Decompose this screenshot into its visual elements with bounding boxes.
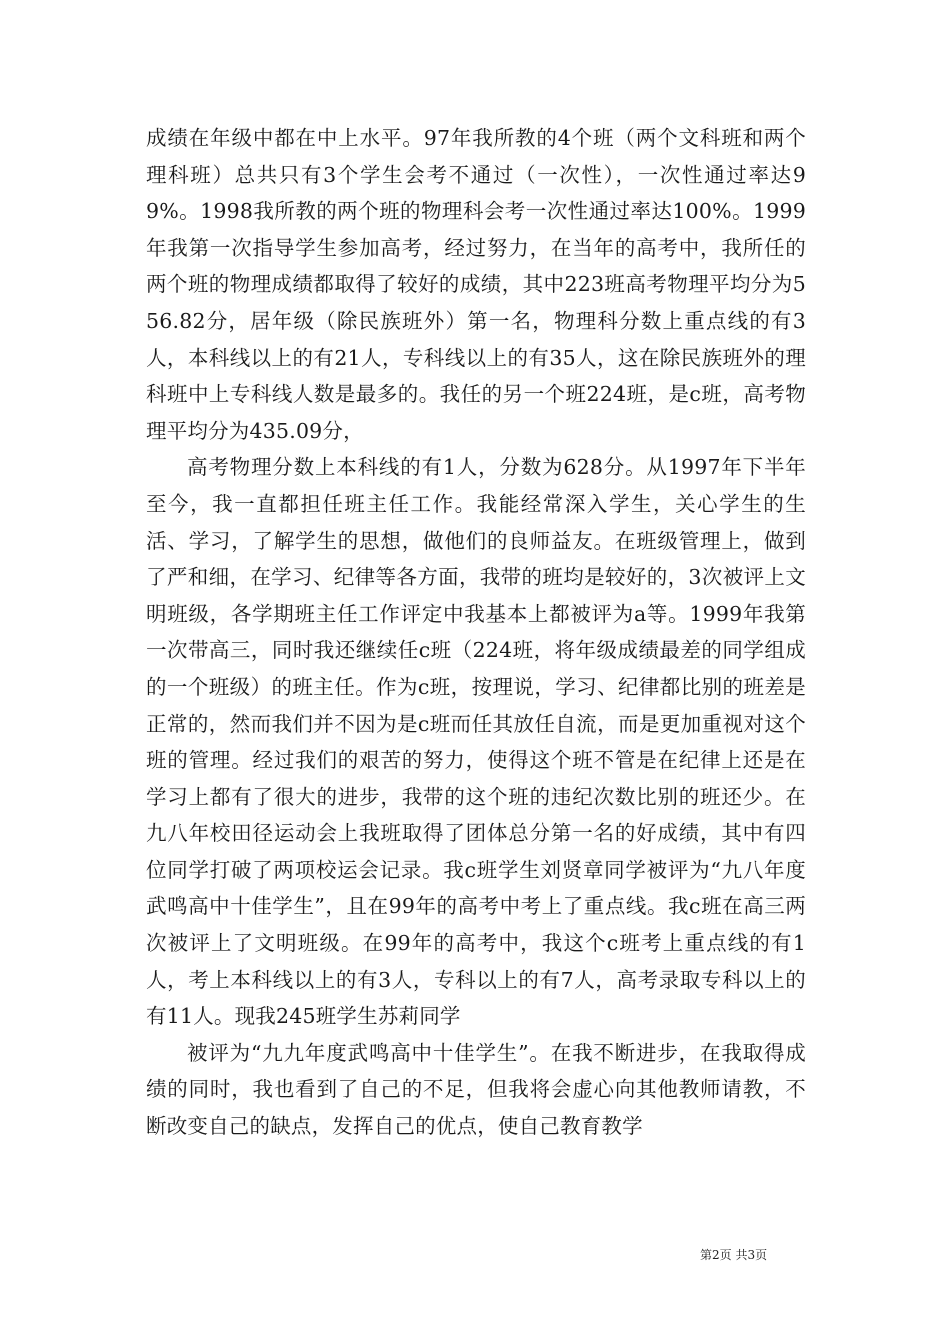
paragraph-1: 成绩在年级中都在中上水平。97年我所教的4个班（两个文科班和两个理科班）总共只有3个学生会考不通过（一次性），一次性通过率达99%。1998我所教的两个班的物理科会考一次性通过率达100%。1999年我第一次指导学生参加高考，经过努力，在当年的高考中，我所任的两个班的物理成绩都取得了较好的成绩，其中223班高考物理平均分为556.82分，居年级（除民族班外）第一名，物理科分数上重点线的有3人，本科线以上的有21人，专科线以上的有35人，这在除民族班外的理科班中上专科线人数是最多的。我任的另一个班224班，是c班，高考物理平均分为435.09分， <box>146 126 806 443</box>
paragraph-2: 高考物理分数上本科线的有1人，分数为628分。从1997年下半年至今，我一直都担任班主任工作。我能经常深入学生，关心学生的生活、学习，了解学生的思想，做他们的良师益友。在班级管理上，做到了严和细，在学习、纪律等各方面，我带的班均是较好的，3次被评上文明班级，各学期班主任工作评定中我基本上都被评为a等。1999年我第一次带高三，同时我还继续任c班（224班，将年级成绩最差的同学组成的一个班级）的班主任。作为c班，按理说，学习、纪律都比别的班差是正常的，然而我们并不因为是c班而任其放任自流，而是更加重视对这个班的管理。经过我们的艰苦的努力，使得这个班不管是在纪律上还是在学习上都有了很大的进步，我带的这个班的违纪次数比别的班还少。在九八年校田径运动会上我班取得了团体总分第一名的好成绩，其中有四位同学打破了两项校运会记录。我c班学生刘贤章同学被评为“九八年度武鸣高中十佳学生”，且在99年的高考中考上了重点线。我c班在高三两次被评上了文明班级。在99年的高考中，我这个c班考上重点线的有1人，考上本科线以上的有3人，专科以上的有7人，高考录取专科以上的有11人。现我245班学生苏莉同学 <box>146 455 806 1029</box>
page-number: 第2页 共3页 <box>700 1248 768 1262</box>
document-body <box>146 120 806 1145</box>
paragraph-3: 被评为“九九年度武鸣高中十佳学生”。在我不断进步，在我取得成绩的同时，我也看到了自己的不足，但我将会虚心向其他教师请教，不断改变自己的缺点，发挥自己的优点，使自己教育教学 <box>146 1040 806 1139</box>
